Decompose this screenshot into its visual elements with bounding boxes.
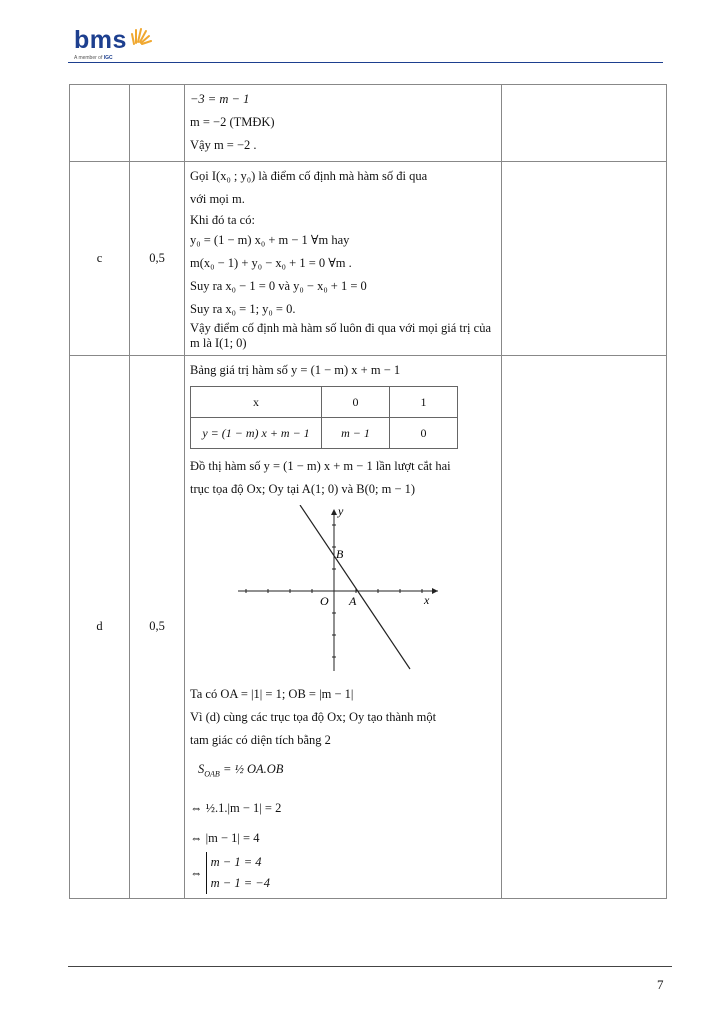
part-score: 0,5 <box>130 356 185 899</box>
value-table-header: 1 <box>390 387 458 418</box>
text-line: Khi đó ta có: <box>190 213 255 227</box>
function-line <box>300 505 410 669</box>
table-row-c <box>70 162 667 356</box>
text-line: với mọi m. <box>190 192 245 206</box>
x-axis-label: x <box>424 593 430 607</box>
y-axis-arrow <box>331 509 337 515</box>
logo-text: bms <box>74 26 127 54</box>
text-line: Suy ra x₀ = 1; y₀ = 0. <box>190 302 296 316</box>
footer-rule <box>68 966 672 967</box>
equation-step: ⇔ |m − 1| = 4 <box>190 830 260 845</box>
value-table <box>190 386 458 449</box>
area-formula: $S_{OAB}$ = ½ OA.OB <box>198 762 284 779</box>
text-line: Ta có OA = |1| = 1; OB = |m − 1| <box>190 687 354 701</box>
part-label: d <box>70 356 130 899</box>
sun-icon <box>130 26 152 48</box>
value-table-header: x <box>191 387 322 418</box>
function-graph <box>234 505 444 677</box>
text-line: Suy ra x₀ − 1 = 0 và y₀ − x₀ + 1 = 0 <box>190 279 367 293</box>
table-row-d <box>70 356 667 899</box>
case-line: m − 1 = −4 <box>210 875 270 890</box>
text-line: m = −2 (TMĐK) <box>190 115 275 129</box>
page-number: 7 <box>657 977 664 992</box>
value-table-cell: 0 <box>390 418 458 449</box>
origin-label: O <box>320 594 329 608</box>
text-line: Gọi I(x₀ ; y₀) là điểm cố định mà hàm số đi qua <box>190 169 428 183</box>
text-line: Vì (d) cùng các trục tọa độ Ox; Oy tạo thành một <box>190 710 437 724</box>
text-line: y₀ = (1 − m) x₀ + m − 1 ∀m hay <box>190 233 350 247</box>
text-line: Vậy điểm cố định mà hàm số luôn đi qua với mọi giá trị của m là I(1; 0) <box>190 321 491 350</box>
equation-step: ⇔ ½.1.|m − 1| = 2 <box>190 800 282 815</box>
equation-cases: ⇔ m − 1 = 4 m − 1 = −4 <box>190 852 496 894</box>
value-table-cell: m − 1 <box>322 418 390 449</box>
text-line: m(x₀ − 1) + y₀ − x₀ + 1 = 0 ∀m . <box>190 256 352 270</box>
text-line: tam giác có diện tích bằng 2 <box>190 733 331 747</box>
part-label: c <box>70 162 130 356</box>
point-a-label: A <box>349 594 357 608</box>
part-score: 0,5 <box>130 162 185 356</box>
y-axis-label: y <box>338 505 344 518</box>
text-line: trục tọa độ Ox; Oy tại A(1; 0) và B(0; m − 1) <box>190 482 416 496</box>
solution-table <box>69 84 667 899</box>
bms-logo <box>74 24 164 64</box>
value-table-header: 0 <box>322 387 390 418</box>
text-line: −3 = m − 1 <box>190 92 250 106</box>
text-line: Vậy m = −2 . <box>190 138 257 152</box>
value-table-cell: y = (1 − m) x + m − 1 <box>191 418 322 449</box>
table-row-b-cont <box>70 85 667 162</box>
logo-tagline: A member of IGC <box>74 55 113 61</box>
text-line: Đồ thị hàm số y = (1 − m) x + m − 1 lần lượt cắt hai <box>190 459 451 473</box>
text-line: Bảng giá trị hàm số y = (1 − m) x + m − 1 <box>190 363 401 377</box>
x-axis-arrow <box>432 588 438 594</box>
header-rule <box>68 62 663 63</box>
point-b-label: B <box>336 547 344 561</box>
case-line: m − 1 = 4 <box>210 854 262 869</box>
